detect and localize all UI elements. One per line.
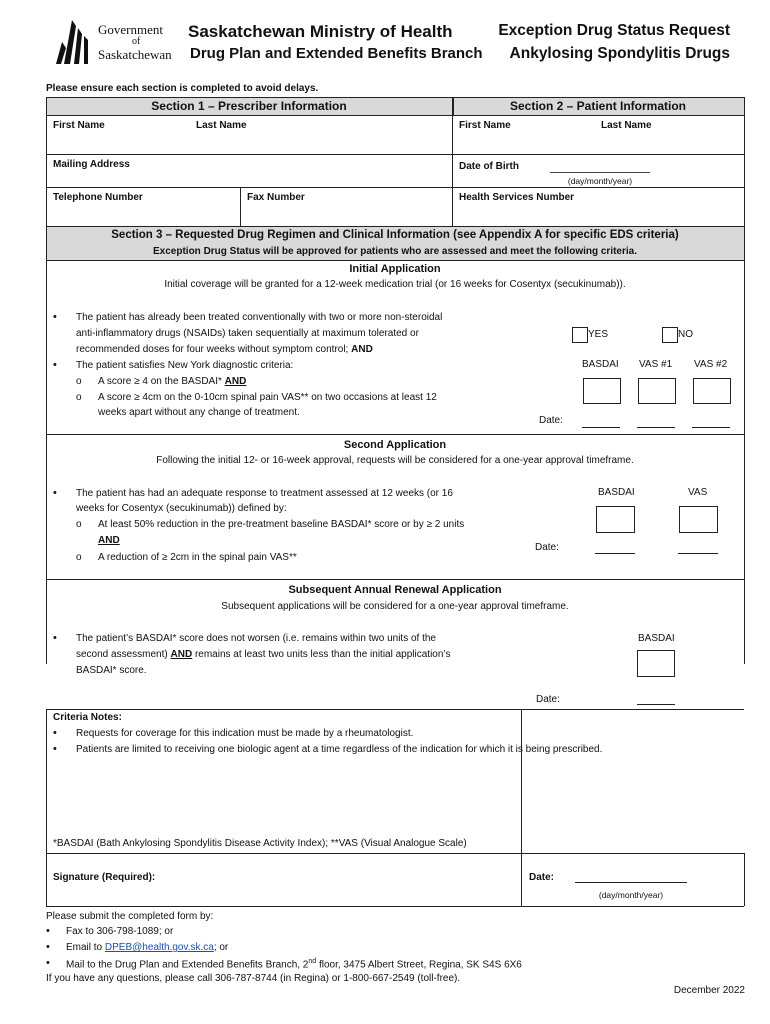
second-date-label: Date: (535, 542, 559, 553)
questions-contact: If you have any questions, please call 306-787-8744 (in Regina) or 1-800-667-2549 (toll-free). (46, 973, 461, 984)
renewal-date-field[interactable] (637, 704, 675, 705)
hsn-field[interactable] (456, 205, 740, 223)
submit-mail (66, 958, 522, 970)
initial-subcriterion-1 (98, 376, 246, 387)
dob-field[interactable] (550, 172, 650, 173)
dob-format: (day/month/year) (567, 176, 633, 186)
initial-application-desc: Initial coverage will be granted for a 12-week medication trial (or 16 weeks for Cosentyx (secukinumab)). (164, 279, 626, 290)
initial-vas1-input[interactable] (638, 378, 676, 404)
bullet-icon: • (53, 487, 57, 499)
initial-date-label: Date: (539, 415, 563, 426)
initial-subcriterion-2-line2: weeks apart without any change of treatment. (98, 407, 300, 418)
bullet-icon: • (53, 743, 57, 755)
second-subcriterion-2: A reduction of ≥ 2cm in the spinal pain VAS** (98, 552, 297, 563)
dob-label: Date of Birth (459, 161, 519, 172)
initial-application-heading: Initial Application (349, 263, 441, 275)
section2-title: Section 2 – Patient Information (509, 99, 687, 113)
mailing-address-field[interactable] (50, 170, 448, 185)
email-suffix: ; or (213, 942, 229, 953)
second-criterion-line1: The patient has had an adequate response to treatment assessed at 12 weeks (or 16 (76, 488, 453, 499)
logo-text-saskatchewan: Saskatchewan (98, 47, 172, 62)
instruction-text: Please ensure each section is completed to avoid delays. (46, 83, 319, 94)
renewal-desc: Subsequent applications will be considered for a one-year approval timeframe. (221, 601, 569, 612)
subcriterion-text: A score ≥ 4 on the BASDAI* (98, 376, 222, 387)
mail-superscript: nd (308, 958, 317, 965)
no-checkbox[interactable] (662, 327, 678, 343)
second-basdai-label: BASDAI (598, 487, 635, 498)
patient-first-name-label: First Name (459, 120, 511, 131)
yes-checkbox[interactable] (572, 327, 588, 343)
patient-name-field[interactable] (456, 132, 740, 152)
signature-field[interactable] (200, 860, 516, 902)
submit-fax: Fax to 306-798-1089; or (66, 926, 174, 937)
section3-title: Section 3 – Requested Drug Regimen and Clinical Information (see Appendix A for specific EDS criteria) (111, 229, 679, 241)
bullet-icon: • (46, 957, 50, 969)
signature-date-label: Date: (529, 872, 555, 883)
prescriber-first-name-label: First Name (53, 120, 105, 131)
bullet-icon: • (53, 727, 57, 739)
saskatchewan-logo-icon (54, 18, 94, 66)
initial-vas2-date-field[interactable] (692, 427, 730, 428)
initial-vas2-input[interactable] (693, 378, 731, 404)
initial-vas1-date-field[interactable] (637, 427, 675, 428)
section1-title: Section 1 – Prescriber Information (151, 99, 347, 113)
second-vas-input[interactable] (679, 506, 718, 533)
sub-bullet-icon: o (76, 376, 82, 387)
signature-date-format: (day/month/year) (598, 890, 664, 900)
second-vas-date-field[interactable] (678, 553, 718, 554)
second-application-desc: Following the initial 12- or 16-week approval, requests will be considered for a one-year approval timeframe. (156, 455, 634, 466)
form-revision-date: December 2022 (673, 985, 745, 996)
logo-text-government: Government (98, 22, 163, 37)
sub-bullet-icon: o (76, 392, 82, 403)
prescriber-last-name-label: Last Name (196, 120, 247, 131)
prescriber-name-field[interactable] (50, 132, 448, 152)
second-basdai-input[interactable] (596, 506, 635, 533)
form-title: Exception Drug Status Request (498, 22, 730, 39)
bullet-icon: • (53, 311, 57, 323)
second-subcriterion-1: At least 50% reduction in the pre-treatment baseline BASDAI* score or by ≥ 2 units (98, 519, 465, 530)
criteria-note-2: Patients are limited to receiving one biologic agent at a time regardless of the indication for which it is being prescribed. (76, 744, 603, 755)
no-label: NO (678, 329, 693, 340)
mail-prefix: Mail to the Drug Plan and Extended Benefits Branch, 2 (66, 959, 309, 971)
criteria-note-1: Requests for coverage for this indication must be made by a rheumatologist. (76, 728, 414, 739)
email-prefix: Email to (66, 942, 103, 953)
initial-basdai-date-field[interactable] (582, 427, 620, 428)
second-criterion-line2: weeks for Cosentyx (secukinumab)) defined by: (76, 503, 287, 514)
submit-instructions: Please submit the completed form by: (46, 911, 214, 922)
initial-vas1-label: VAS #1 (639, 359, 673, 370)
initial-subcriterion-2-line1: A score ≥ 4cm on the 0-10cm spinal pain VAS** on two occasions at least 12 (98, 392, 437, 403)
signature-date-field[interactable] (575, 882, 687, 883)
initial-basdai-input[interactable] (583, 378, 621, 404)
bullet-icon: • (53, 632, 57, 644)
bullet-icon: • (53, 359, 57, 371)
renewal-text-a: second assessment) (76, 649, 168, 660)
email-link[interactable]: DPEB@health.gov.sk.ca (104, 942, 214, 953)
fax-label: Fax Number (247, 192, 305, 203)
bullet-icon: • (46, 925, 50, 937)
government-logo (52, 18, 180, 68)
initial-criterion-1-line1: The patient has already been treated conventionally with two or more non-steroidal (76, 312, 443, 323)
telephone-label: Telephone Number (53, 192, 143, 203)
initial-criterion-1-text: recommended doses for four weeks without symptom control; (76, 344, 349, 355)
abbreviation-footnote: *BASDAI (Bath Ankylosing Spondylitis Disease Activity Index); **VAS (Visual Analogue Scale) (53, 838, 467, 849)
renewal-criterion-line2 (76, 649, 450, 660)
branch-title: Drug Plan and Extended Benefits Branch (190, 45, 483, 62)
mail-suffix: floor, 3475 Albert Street, Regina, SK S4S 6X6 (316, 959, 522, 971)
mailing-address-label: Mailing Address (53, 159, 130, 170)
section3-subtitle: Exception Drug Status will be approved for patients who are assessed and meet the following criteria. (153, 246, 637, 257)
renewal-text-b: remains at least two units less than the initial application’s (194, 649, 451, 660)
bullet-icon: • (46, 941, 50, 953)
criteria-notes-heading: Criteria Notes: (53, 712, 122, 723)
sub-bullet-icon: o (76, 519, 82, 530)
sub-bullet-icon: o (76, 552, 82, 563)
renewal-date-label: Date: (536, 694, 560, 705)
initial-vas2-label: VAS #2 (694, 359, 728, 370)
second-application-heading: Second Application (343, 439, 447, 451)
hsn-label: Health Services Number (459, 192, 575, 203)
renewal-basdai-input[interactable] (637, 650, 675, 677)
initial-basdai-label: BASDAI (582, 359, 619, 370)
initial-criterion-1-line2: anti-inflammatory drugs (NSAIDs) taken sequentially at maximum tolerated or (76, 328, 419, 339)
renewal-heading: Subsequent Annual Renewal Application (288, 584, 502, 596)
fax-field[interactable] (244, 205, 448, 223)
second-basdai-date-field[interactable] (595, 553, 635, 554)
yes-label: YES (588, 329, 609, 340)
and-text: AND (224, 376, 247, 387)
telephone-field[interactable] (50, 205, 236, 223)
initial-criterion-1-line3 (76, 344, 373, 355)
renewal-criterion-line3: BASDAI* score. (76, 665, 147, 676)
submit-email (66, 942, 228, 953)
form-subtitle: Ankylosing Spondylitis Drugs (509, 45, 730, 62)
logo-text-of: of (132, 36, 141, 47)
and-text: AND (351, 344, 373, 355)
signature-label: Signature (Required): (53, 872, 156, 883)
second-vas-label: VAS (688, 487, 708, 498)
ministry-title: Saskatchewan Ministry of Health (188, 22, 453, 41)
patient-last-name-label: Last Name (601, 120, 652, 131)
initial-criterion-2: The patient satisfies New York diagnostic criteria: (76, 360, 294, 371)
renewal-criterion-line1: The patient’s BASDAI* score does not worsen (i.e. remains within two units of the (76, 633, 436, 644)
and-text: AND (170, 649, 193, 660)
renewal-basdai-label: BASDAI (638, 633, 675, 644)
and-text: AND (98, 535, 120, 546)
